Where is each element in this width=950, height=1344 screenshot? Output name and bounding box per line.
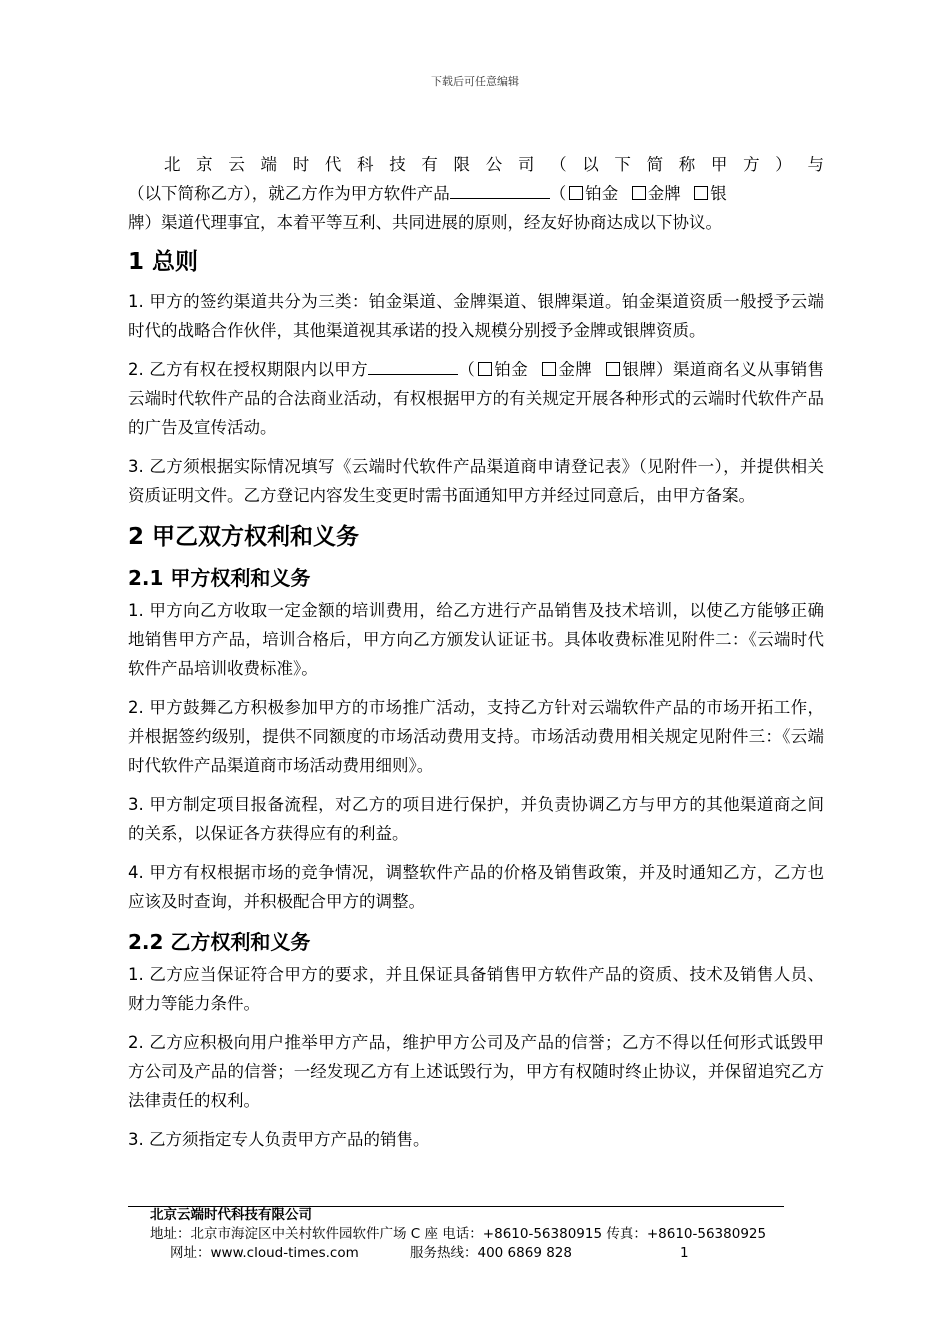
intro-char: 称 xyxy=(678,155,696,174)
section-2-title: 2 甲乙双方权利和义务 xyxy=(128,524,360,550)
option-silver-label: 银牌 xyxy=(622,360,657,379)
checkbox-gold[interactable] xyxy=(632,186,646,200)
option-platinum-label: 铂金 xyxy=(585,184,619,203)
intro-char: 司 xyxy=(517,155,535,174)
option-gold-label: 金牌 xyxy=(647,184,681,203)
section-2-1-clause-3: 3. 甲方制定项目报备流程，对乙方的项目进行保护，并负责协调乙方与甲方的其他渠道商之间的关系，以保证各方获得应有的利益。 xyxy=(128,795,824,843)
option-platinum-label: 铂金 xyxy=(494,360,529,379)
section-1-clause-3: 3. 乙方须根据实际情况填写《云端时代软件产品渠道商申请登记表》（见附件一），并提供相关资质证明文件。乙方登记内容发生变更时需书面通知甲方并经过同意后，由甲方备案。 xyxy=(128,457,824,505)
checkbox-platinum[interactable] xyxy=(478,362,492,376)
intro-paragraph xyxy=(128,150,824,237)
document-body xyxy=(128,150,824,1164)
intro-char: 技 xyxy=(389,155,406,174)
clause-text: 2. 乙方有权在授权期限内以甲方 xyxy=(128,360,368,379)
intro-char: 云 xyxy=(228,155,245,174)
footer-company: 北京云端时代科技有限公司 xyxy=(150,1207,312,1223)
section-2-1-clause-4: 4. 甲方有权根据市场的竞争情况，调整软件产品的价格及销售政策，并及时通知乙方，乙方也应该及时查询，并积极配合甲方的调整。 xyxy=(128,863,824,911)
product-blank[interactable] xyxy=(450,180,550,199)
option-silver-label: 银 xyxy=(710,184,727,203)
section-2-2-clause-1: 1. 乙方应当保证符合甲方的要求，并且保证具备销售甲方软件产品的资质、技术及销售人员、财力等能力条件。 xyxy=(128,965,824,1013)
checkbox-platinum[interactable] xyxy=(569,186,583,200)
intro-text: （以下简称乙方），就乙方作为甲方软件产品 xyxy=(128,184,450,203)
intro-char: 与 xyxy=(807,155,824,174)
section-2-2-clause-2: 2. 乙方应积极向用户推举甲方产品，维护甲方公司及产品的信誉；乙方不得以任何形式诋毁甲方公司及产品的信誉；一经发现乙方有上述诋毁行为，甲方有权随时终止协议，并保留追究乙方法律责任的权利。 xyxy=(128,1033,824,1110)
section-2-1-clause-2: 2. 甲方鼓舞乙方积极参加甲方的市场推广活动，支持乙方针对云端软件产品的市场开拓工作，并根据签约级别，提供不同额度的市场活动费用支持。市场活动费用相关规定见附件三：《云端时代软件产品渠道商市场活动费用细则》。 xyxy=(128,698,824,775)
intro-char: 科 xyxy=(357,155,374,174)
section-2-1-title: 2.1 甲方权利和义务 xyxy=(128,566,311,590)
page-footer xyxy=(128,1206,808,1263)
section-2-1-clause-1: 1. 甲方向乙方收取一定金额的培训费用，给乙方进行产品销售及技术培训，以使乙方能够正确地销售甲方产品，培训合格后，甲方向乙方颁发认证证书。具体收费标准见附件二：《云端时代软件产品培训收费标准》。 xyxy=(128,601,824,678)
intro-char: 甲 xyxy=(710,155,728,174)
party-a-blank[interactable] xyxy=(368,356,458,375)
intro-char: 有 xyxy=(421,155,438,174)
intro-char: 端 xyxy=(260,155,278,174)
intro-char: ） xyxy=(775,155,792,174)
footer-hotline: 服务热线：400 6869 828 xyxy=(410,1245,572,1261)
section-2-2-title: 2.2 乙方权利和义务 xyxy=(128,930,311,954)
intro-char: 时 xyxy=(292,155,310,174)
checkbox-silver[interactable] xyxy=(694,186,708,200)
intro-char: 代 xyxy=(324,155,342,174)
header-note: 下载后可任意编辑 xyxy=(431,75,519,88)
intro-char: 北 xyxy=(164,155,181,174)
clause-text: ）渠道商名义从事销售云端时代软件产品的合法商业活动，有权根据甲方的有关规定开展各种形式的云端时代软件产品的广告及宣传活动。 xyxy=(128,360,825,437)
checkbox-silver[interactable] xyxy=(606,362,620,376)
intro-char: 公 xyxy=(485,155,503,174)
intro-line-2 xyxy=(128,179,824,208)
section-1-clause-1: 1. 甲方的签约渠道共分为三类：铂金渠道、金牌渠道、银牌渠道。铂金渠道资质一般授予云端时代的战略合作伙伴，其他渠道视其承诺的投入规模分别授予金牌或银牌资质。 xyxy=(128,292,824,340)
intro-char: 以 xyxy=(582,155,599,174)
intro-line-1 xyxy=(128,150,824,179)
intro-char: 京 xyxy=(196,155,213,174)
intro-char: 方 xyxy=(743,155,760,174)
checkbox-gold[interactable] xyxy=(542,362,556,376)
clause-paren: （ xyxy=(457,360,476,379)
footer-website: 网址：www.cloud-times.com xyxy=(170,1245,359,1261)
intro-char: 简 xyxy=(646,155,664,174)
intro-line-3: 牌）渠道代理事宜，本着平等互利、共同进展的原则，经友好协商达成以下协议。 xyxy=(128,213,722,232)
section-1-title: 1 总则 xyxy=(128,249,199,275)
intro-char: 下 xyxy=(614,155,631,174)
footer-contact-row xyxy=(128,1244,808,1263)
intro-char: 限 xyxy=(453,155,471,174)
intro-paren: （ xyxy=(549,184,567,203)
section-2-2-clause-3: 3. 乙方须指定专人负责甲方产品的销售。 xyxy=(128,1130,430,1149)
intro-char: （ xyxy=(550,155,567,174)
section-1-clause-2 xyxy=(128,355,824,442)
footer-address: 地址：北京市海淀区中关村软件园软件广场 C 座 电话：+8610-56380915 传真：+8610-56380925 xyxy=(150,1226,767,1242)
page-number: 1 xyxy=(680,1245,689,1261)
option-gold-label: 金牌 xyxy=(558,360,593,379)
